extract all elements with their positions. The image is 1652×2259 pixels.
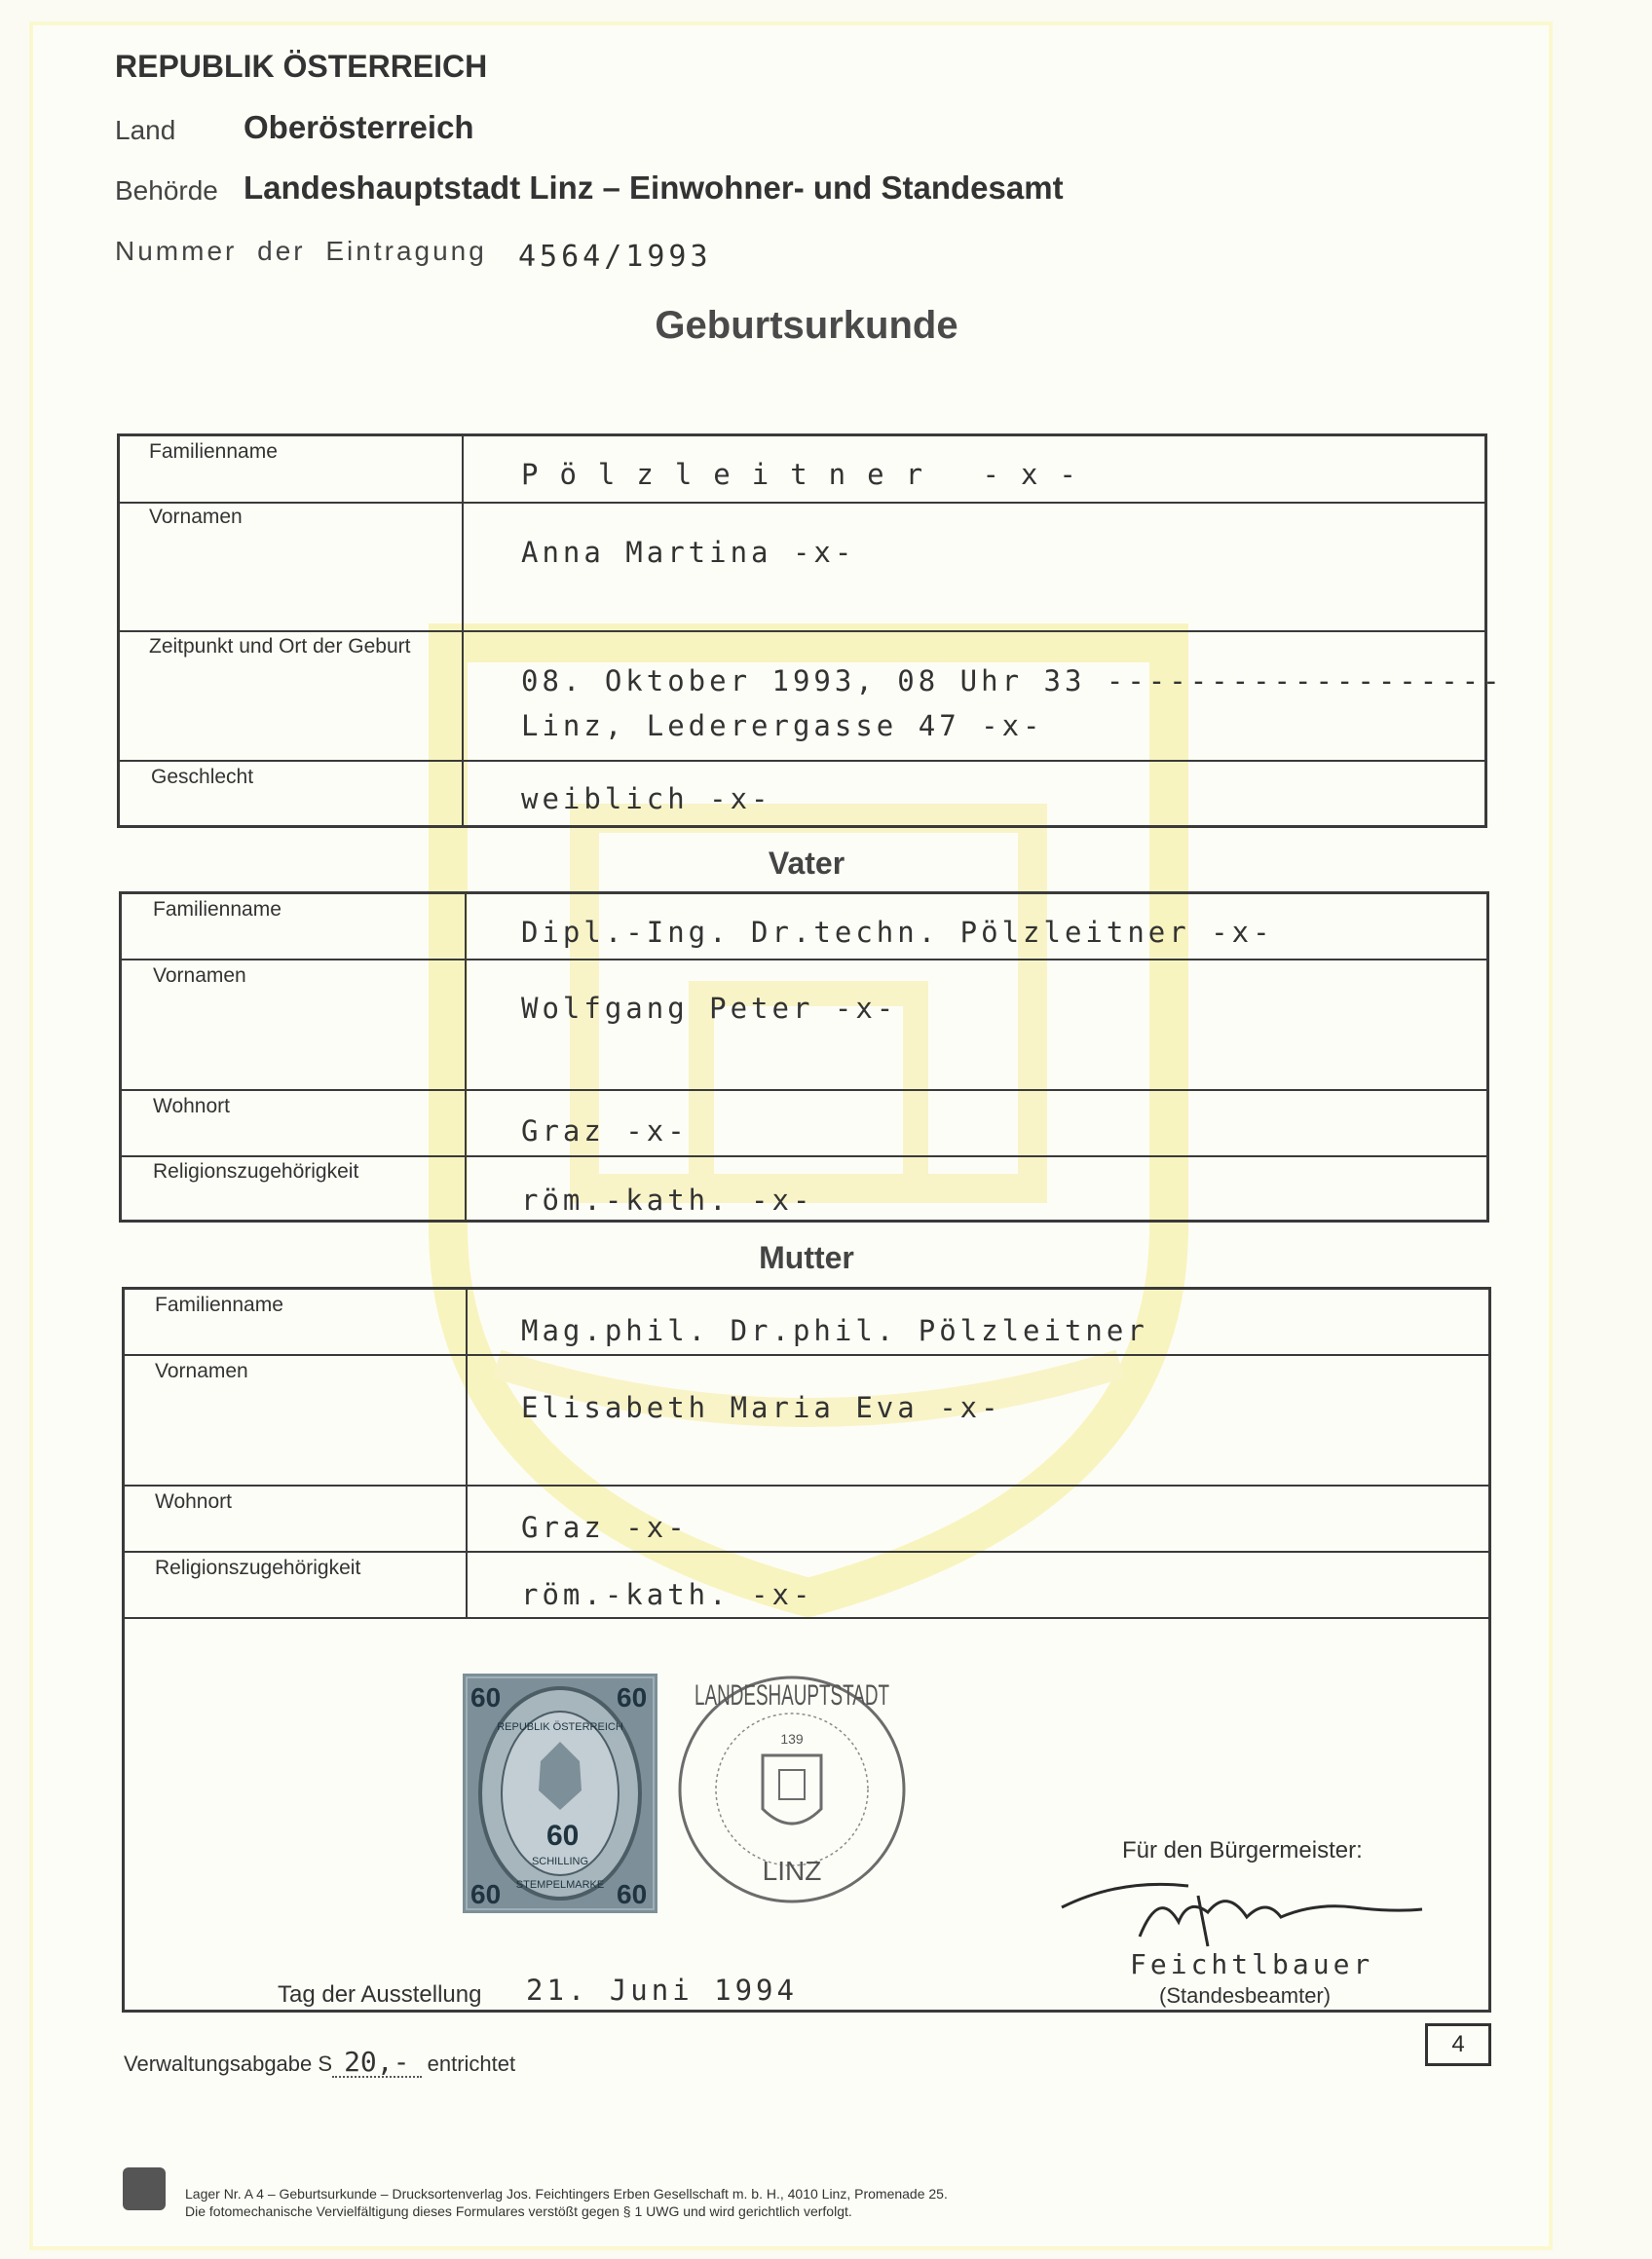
mutter-familienname-value: Mag.phil. Dr.phil. Pölzleitner [521,1314,1148,1347]
footer-line-2: Die fotomechanische Vervielfältigung dieses Formulares verstößt gegen § 1 UWG und wird gerichtlich verfolgt. [185,2203,852,2219]
official-seal-icon [670,1668,914,1911]
vater-familienname-label: Familienname [153,898,282,921]
child-vornamen-label: Vornamen [149,506,243,528]
stamp-value-center: 60 [546,1820,580,1852]
stamp-text-top: REPUBLIK ÖSTERREICH [497,1721,623,1733]
vater-wohnort-label: Wohnort [153,1095,230,1117]
fee-line [124,2046,515,2078]
stamp-value-tl: 60 [470,1682,502,1713]
stamp-unit: SCHILLING [531,1856,589,1867]
seal-number: 139 [780,1731,804,1747]
fee-amount: 20,- [344,2046,410,2078]
signature-name: Feichtlbauer [1130,1948,1374,1980]
revenue-stamp-icon [463,1674,657,1913]
vater-vornamen-value: Wolfgang Peter -x- [521,992,898,1025]
signature-label: Für den Bürgermeister: [1122,1837,1363,1864]
stamp-value-br: 60 [617,1879,648,1909]
child-familienname-value: Pölzleitner -x- [521,458,1098,491]
issue-date-value: 21. Juni 1994 [526,1974,798,2007]
vater-familienname-value: Dipl.-Ing. Dr.techn. Pölzleitner -x- [521,916,1274,949]
mutter-vornamen-value: Elisabeth Maria Eva -x- [521,1391,1002,1424]
behoerde-value: Landeshauptstadt Linz – Einwohner- und Standesamt [244,169,1064,206]
document-title: Geburtsurkunde [655,304,958,347]
stamp-text-bottom: STEMPELMARKE [515,1879,605,1891]
mutter-vornamen-label: Vornamen [155,1360,248,1382]
mutter-religion-label: Religionszugehörigkeit [155,1557,361,1579]
publisher-logo-icon [123,2167,166,2210]
land-value: Oberösterreich [244,109,474,145]
fee-suffix: entrichtet [427,2052,516,2076]
page-number: 4 [1425,2023,1491,2066]
vater-religion-value: röm.-kath. -x- [521,1184,814,1217]
seal-text-bottom: LINZ [762,1856,822,1886]
fee-prefix: Verwaltungsabgabe S [124,2052,333,2076]
signature-scribble-icon [1062,1868,1432,1956]
stamp-value-tr: 60 [617,1682,648,1713]
mutter-wohnort-label: Wohnort [155,1490,232,1513]
country-heading: REPUBLIK ÖSTERREICH [115,49,488,84]
issue-date-label: Tag der Ausstellung [278,1981,482,2008]
child-geburt-label: Zeitpunkt und Ort der Geburt [149,635,411,658]
seal-text-top: LANDESHAUPTSTADT [695,1679,889,1712]
vater-vornamen-label: Vornamen [153,964,246,987]
land-label: Land [115,115,176,145]
mutter-wohnort-value: Graz -x- [521,1511,689,1544]
nummer-label: Nummer der Eintragung [115,236,487,266]
child-familienname-label: Familienname [149,440,278,463]
child-geburt-zeit-value: 08. Oktober 1993, 08 Uhr 33 ------------------- [521,664,1504,697]
child-geburt-ort-value: Linz, Lederergasse 47 -x- [521,709,1044,742]
vater-religion-label: Religionszugehörigkeit [153,1160,359,1183]
vater-heading: Vater [768,846,845,881]
stamp-value-bl: 60 [470,1879,502,1909]
signature-role: (Standesbeamter) [1159,1983,1332,2008]
mutter-familienname-label: Familienname [155,1294,283,1316]
nummer-value: 4564/1993 [518,240,712,274]
mutter-heading: Mutter [759,1240,854,1275]
child-geschlecht-label: Geschlecht [151,766,254,788]
behoerde-label: Behörde [115,175,218,206]
footer-line-1: Lager Nr. A 4 – Geburtsurkunde – Drucksortenverlag Jos. Feichtingers Erben Gesellschaft m. b. H., 4010 Linz, Promenade 25. [185,2186,948,2202]
child-vornamen-value: Anna Martina -x- [521,536,856,569]
child-geschlecht-value: weiblich -x- [521,782,772,815]
mutter-religion-value: röm.-kath. -x- [521,1578,814,1611]
vater-wohnort-value: Graz -x- [521,1114,689,1148]
